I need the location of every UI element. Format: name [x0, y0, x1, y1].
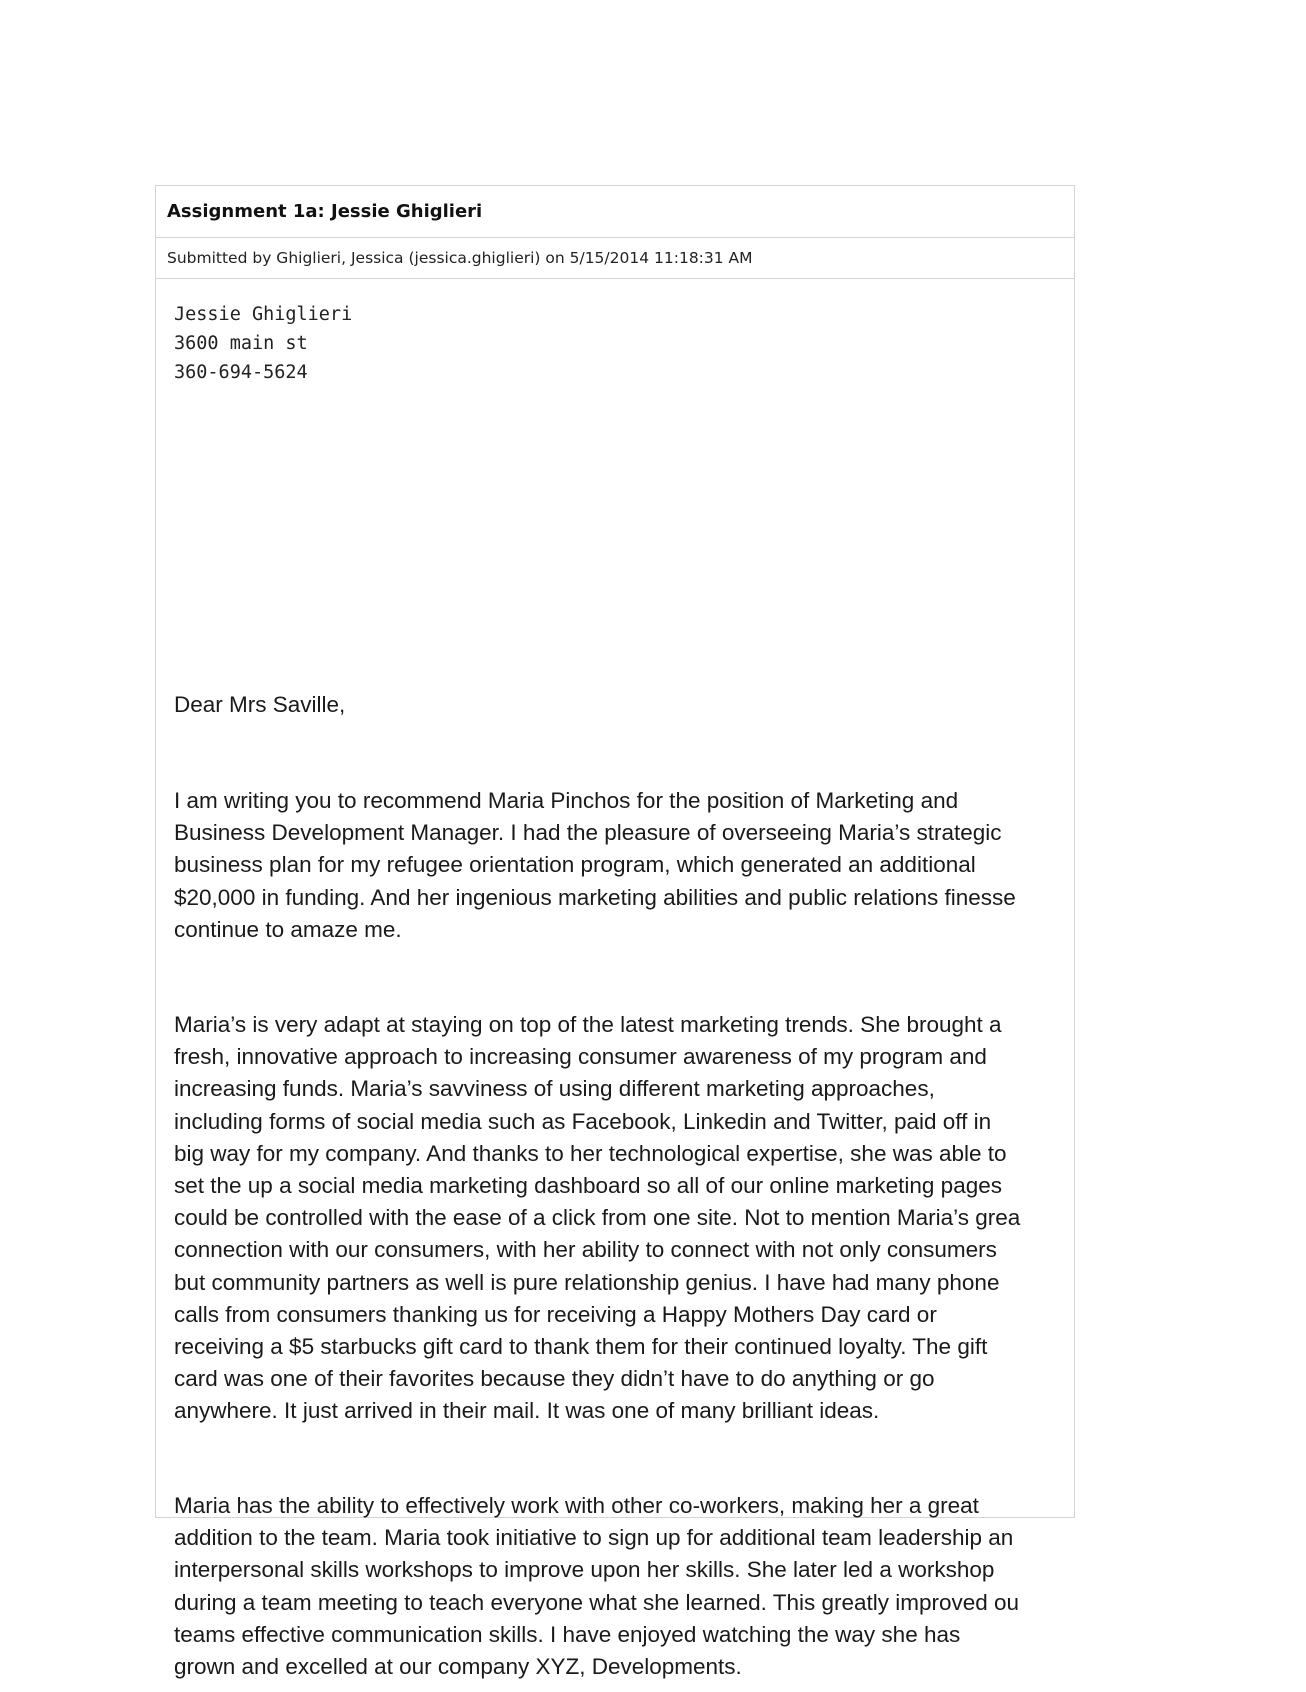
paragraph-line: grown and excelled at our company XYZ, Developments. — [174, 1654, 742, 1680]
assignment-title: Assignment 1a: Jessie Ghiglieri — [156, 186, 1074, 238]
paragraph-line: Maria has the ability to effectively work with other co-workers, making her a great — [174, 1493, 979, 1518]
paragraph-line: including forms of social media such as Facebook, Linkedin and Twitter, paid off in — [174, 1108, 992, 1134]
sender-name: Jessie Ghiglieri — [174, 304, 353, 325]
paragraph-line: card was one of their favorites because they didn’t have to do anything or go — [174, 1366, 935, 1392]
paragraph-line: $20,000 in funding. And her ingenious marketing abilities and public relations finesse — [174, 884, 1016, 910]
paragraph-line: fresh, innovative approach to increasing consumer awareness of my program and — [174, 1044, 987, 1070]
salutation: Dear Mrs Saville, — [174, 692, 346, 717]
paragraph-line: continue to amaze me. — [174, 916, 402, 942]
paragraph-line: connection with our consumers, with her ability to connect with not only consumers — [174, 1237, 997, 1263]
paragraph-line: could be controlled with the ease of a click from one site. Not to mention Maria’s grea — [174, 1205, 1021, 1231]
sender-phone: 360-694-5624 — [174, 362, 308, 383]
paragraph-line: calls from consumers thanking us for receiving a Happy Mothers Day card or — [174, 1301, 937, 1327]
paragraph-line: set the up a social media marketing dashboard so all of our online marketing pages — [174, 1173, 1002, 1199]
submission-body — [174, 300, 1174, 1680]
sender-address: 3600 main st — [174, 333, 308, 354]
paragraph-line: big way for my company. And thanks to her technological expertise, she was able to — [174, 1140, 1007, 1166]
paragraph-line: interpersonal skills workshops to improve upon her skills. She later led a workshop — [174, 1557, 995, 1583]
paragraph-line: increasing funds. Maria’s savviness of using different marketing approaches, — [174, 1076, 935, 1102]
paragraph-line: Business Development Manager. I had the pleasure of overseeing Maria’s strategic — [174, 820, 1002, 846]
paragraph-1 — [174, 785, 1174, 946]
paragraph-line: business plan for my refugee orientation program, which generated an additional — [174, 852, 976, 878]
paragraph-2 — [174, 1009, 1174, 1428]
paragraph-3 — [174, 1490, 1174, 1683]
submission-panel — [155, 185, 1075, 1680]
paragraph-line: teams effective communication skills. I have enjoyed watching the way she has — [174, 1621, 961, 1647]
paragraph-line: I am writing you to recommend Maria Pinchos for the position of Marketing and — [174, 788, 959, 813]
paragraph-line: during a team meeting to teach everyone what she learned. This greatly improved ou — [174, 1589, 1020, 1615]
submission-meta: Submitted by Ghiglieri, Jessica (jessica.ghiglieri) on 5/15/2014 11:18:31 AM — [156, 238, 1074, 279]
paragraph-line: anywhere. It just arrived in their mail. It was one of many brilliant ideas. — [174, 1398, 880, 1424]
sender-block — [174, 300, 1174, 387]
paragraph-line: Maria’s is very adapt at staying on top of the latest marketing trends. She brought a — [174, 1012, 1002, 1037]
paragraph-line: but community partners as well is pure relationship genius. I have had many phone — [174, 1269, 1000, 1295]
paragraph-line: receiving a $5 starbucks gift card to thank them for their continued loyalty. The gift — [174, 1334, 988, 1360]
paragraph-line: addition to the team. Maria took initiative to sign up for additional team leadership an — [174, 1525, 1014, 1551]
